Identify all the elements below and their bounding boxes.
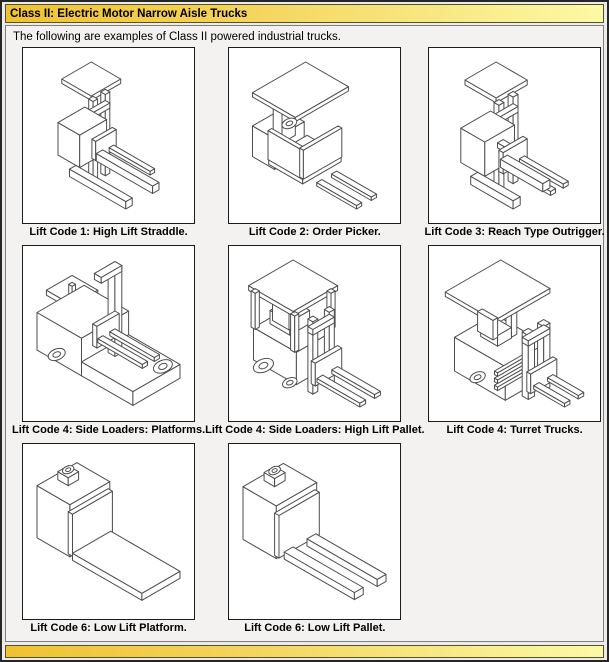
content-panel [5, 25, 604, 642]
side-loader-platforms-illustration [23, 246, 194, 421]
truck-cell-4 [12, 245, 205, 436]
low-lift-pallet-illustration [229, 444, 400, 619]
section-header-bar [5, 4, 604, 23]
truck-caption: Lift Code 6: Low Lift Platform. [30, 622, 187, 634]
high-lift-straddle-illustration [23, 48, 194, 223]
truck-caption: Lift Code 4: Side Loaders: Platforms. [12, 424, 206, 436]
high-lift-straddle-figure [22, 47, 195, 224]
truck-grid [12, 47, 605, 634]
reach-type-outrigger-figure [428, 47, 601, 224]
truck-caption: Lift Code 3: Reach Type Outrigger. [424, 226, 605, 238]
low-lift-platform-figure [22, 443, 195, 620]
truck-cell-6 [425, 245, 605, 436]
turret-trucks-figure [428, 245, 601, 422]
order-picker-figure [228, 47, 401, 224]
intro-text: The following are examples of Class II powered industrial trucks. [13, 31, 341, 43]
side-loader-high-lift-pallet-figure [228, 245, 401, 422]
turret-trucks-illustration [429, 246, 600, 421]
next-section-header-bar [5, 645, 604, 658]
page-title: Class II: Electric Motor Narrow Aisle Trucks [10, 7, 248, 20]
truck-cell-3 [425, 47, 605, 238]
order-picker-illustration [229, 48, 400, 223]
side-loader-platforms-figure [22, 245, 195, 422]
truck-cell-1 [12, 47, 205, 238]
truck-cell-2 [205, 47, 424, 238]
truck-caption: Lift Code 1: High Lift Straddle. [29, 226, 188, 238]
truck-caption: Lift Code 2: Order Picker. [248, 226, 381, 238]
low-lift-pallet-figure [228, 443, 401, 620]
low-lift-platform-illustration [23, 444, 194, 619]
truck-cell-7 [12, 443, 205, 634]
truck-cell-8 [205, 443, 424, 634]
truck-caption: Lift Code 6: Low Lift Pallet. [244, 622, 386, 634]
truck-caption: Lift Code 4: Side Loaders: High Lift Pallet. [205, 424, 425, 436]
truck-cell-5 [205, 245, 424, 436]
truck-caption: Lift Code 4: Turret Trucks. [446, 424, 583, 436]
reach-type-outrigger-illustration [429, 48, 600, 223]
side-loader-high-lift-pallet-illustration [229, 246, 400, 421]
